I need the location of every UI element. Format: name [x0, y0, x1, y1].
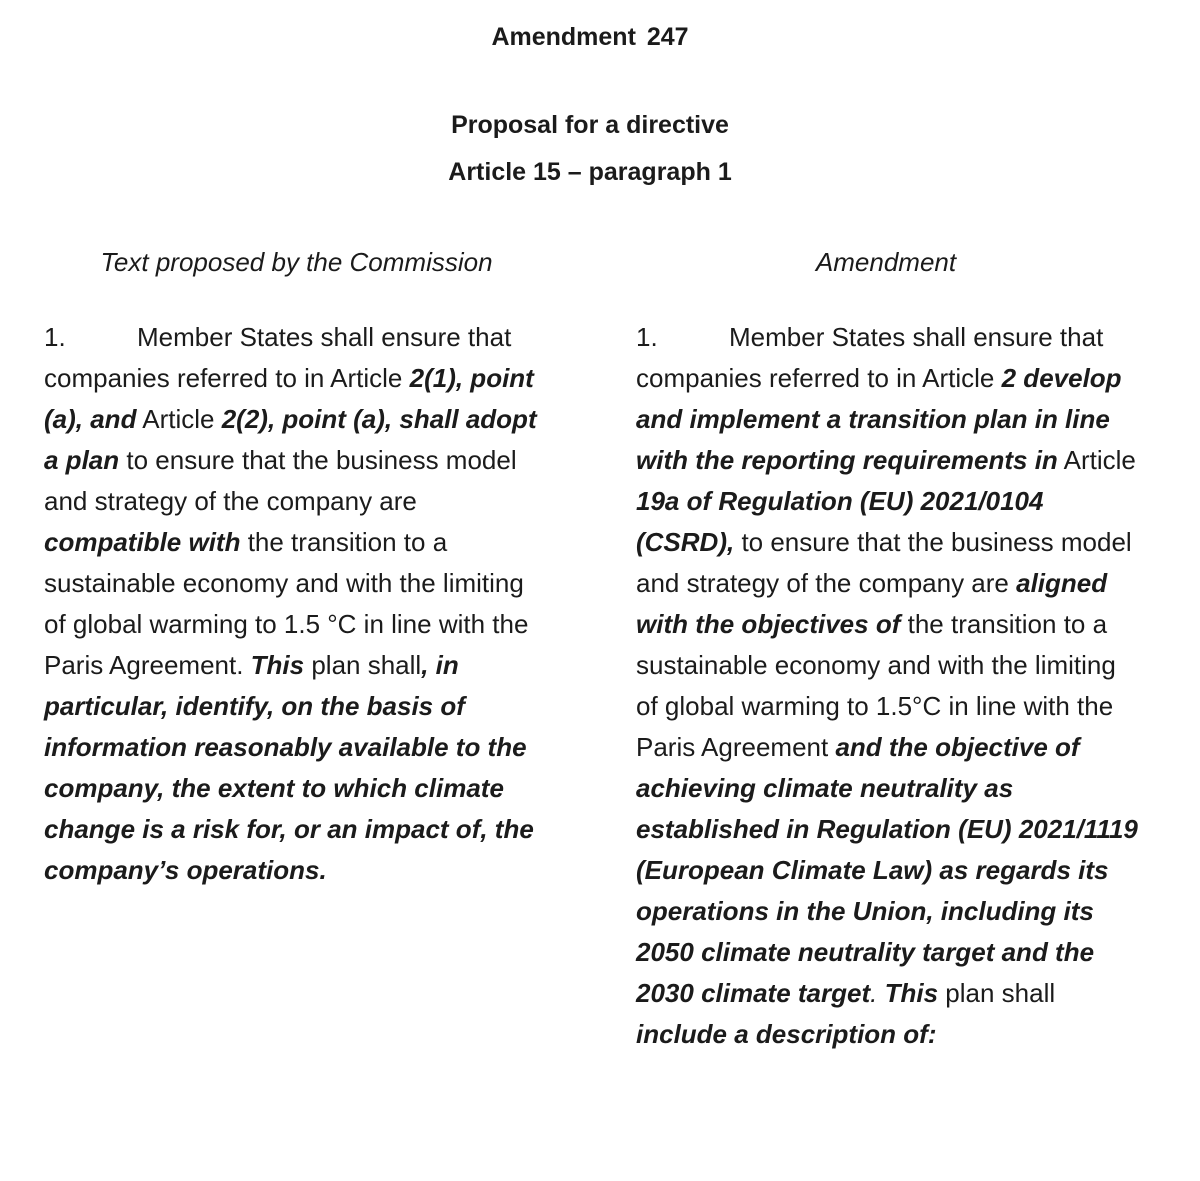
paragraph-number: 1. — [636, 322, 658, 352]
amendment-title: Amendment 247 — [491, 23, 689, 51]
amendment-text-column — [636, 317, 1138, 1055]
article-heading: Article 15 – paragraph 1 — [448, 158, 732, 186]
bold-italic-segment: 2 develop and implement a transition plan in line with the reporting requirements in — [636, 363, 1122, 475]
commission-column-header: Text proposed by the Commission — [100, 247, 493, 277]
bold-italic-segment: 19a of Regulation (EU) 2021/0104 (CSRD), — [636, 486, 1044, 557]
bold-italic-segment: , in particular, identify, on the basis of information reasonably available to the company, the extent to which climate change is a risk for, or an impact of, the company’s operations. — [44, 650, 534, 885]
amendment-column-header: Amendment — [815, 247, 957, 277]
bold-italic-segment: compatible with — [44, 527, 241, 557]
bold-italic-segment: 2(1), point (a), and — [44, 363, 534, 434]
bold-italic-segment: This — [884, 978, 939, 1008]
text-segment: Article — [136, 404, 222, 434]
text-segment: to ensure that the business model and strategy of the company are — [636, 527, 1132, 598]
bold-italic-segment: aligned with the objectives of — [636, 568, 1108, 639]
italic-segment: . — [870, 978, 878, 1008]
paragraph-number: 1. — [44, 322, 66, 352]
text-segment: plan shall — [304, 650, 422, 680]
bold-italic-segment: This — [250, 650, 305, 680]
amendment-paragraph — [636, 317, 1138, 1055]
bold-italic-segment: include a description of: — [636, 1019, 937, 1049]
bold-italic-segment: 2(2), point (a), shall adopt a plan — [44, 404, 537, 475]
text-segment: Article — [1057, 445, 1136, 475]
text-segment: Member States shall ensure that companies referred to in Article — [44, 322, 512, 393]
text-segment: Member States shall ensure that companies referred to in Article — [636, 322, 1104, 393]
text-segment: plan shall — [938, 978, 1056, 1008]
text-segment: the transition to a sustainable economy and with the limiting of global warming to 1.5 °C in line with the Paris Agreement. — [44, 527, 529, 680]
commission-paragraph — [44, 317, 549, 891]
proposal-heading: Proposal for a directive — [451, 111, 729, 139]
text-segment: to ensure that the business model and strategy of the company are — [44, 445, 517, 516]
text-segment — [877, 978, 884, 1008]
commission-text-column — [44, 317, 549, 891]
text-segment: the transition to a sustainable economy and with the limiting of global warming to 1.5°C in line with the Paris Agreement — [636, 609, 1116, 762]
bold-italic-segment: and the objective of achieving climate neutrality as established in Regulation (EU) 2021/1119 (European Climate Law) as regards its operations in the Union, including its 2050 climate neutrality target and the 2030 climate target — [636, 732, 1138, 1008]
